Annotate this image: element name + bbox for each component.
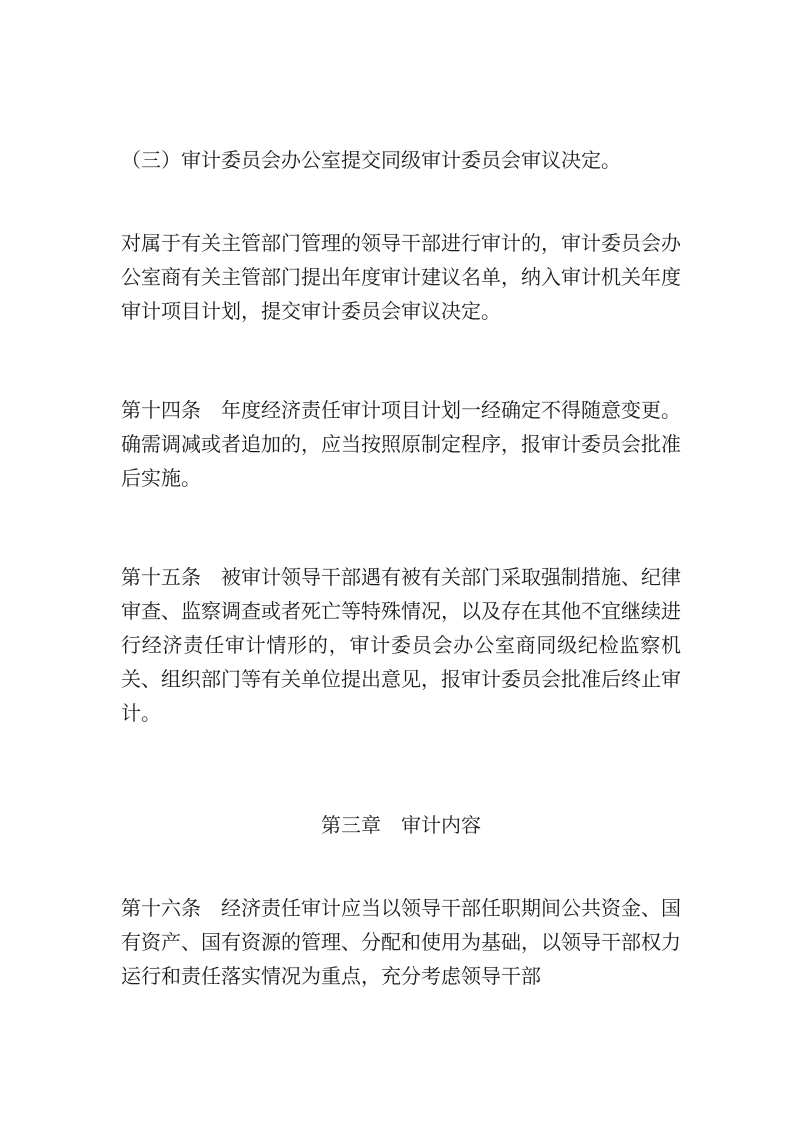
paragraph-article-16: 第十六条 经济责任审计应当以领导干部任职期间公共资金、国有资产、国有资源的管理、分配和使用为基础，以领导干部权力运行和责任落实情况为重点，充分考虑领导干部 — [121, 896, 681, 988]
paragraph-supervisor-audit: 对属于有关主管部门管理的领导干部进行审计的，审计委员会办公室商有关主管部门提出年度审计建议名单，纳入审计机关年度审计项目计划，提交审计委员会审议决定。 — [121, 231, 681, 323]
paragraph-article-15: 第十五条 被审计领导干部遇有被有关部门采取强制措施、纪律审查、监察调查或者死亡等特殊情况，以及存在其他不宜继续进行经济责任审计情形的，审计委员会办公室商同级纪检监察机关、组织部门等有关单位提出意见，报审计委员会批准后终止审计。 — [121, 565, 681, 725]
paragraph-clause-3: （三）审计委员会办公室提交同级审计委员会审议决定。 — [121, 148, 621, 172]
paragraph-article-14: 第十四条 年度经济责任审计项目计划一经确定不得随意变更。确需调减或者追加的，应当按照原制定程序，报审计委员会批准后实施。 — [121, 398, 681, 490]
chapter-heading: 第三章 审计内容 — [321, 813, 481, 837]
